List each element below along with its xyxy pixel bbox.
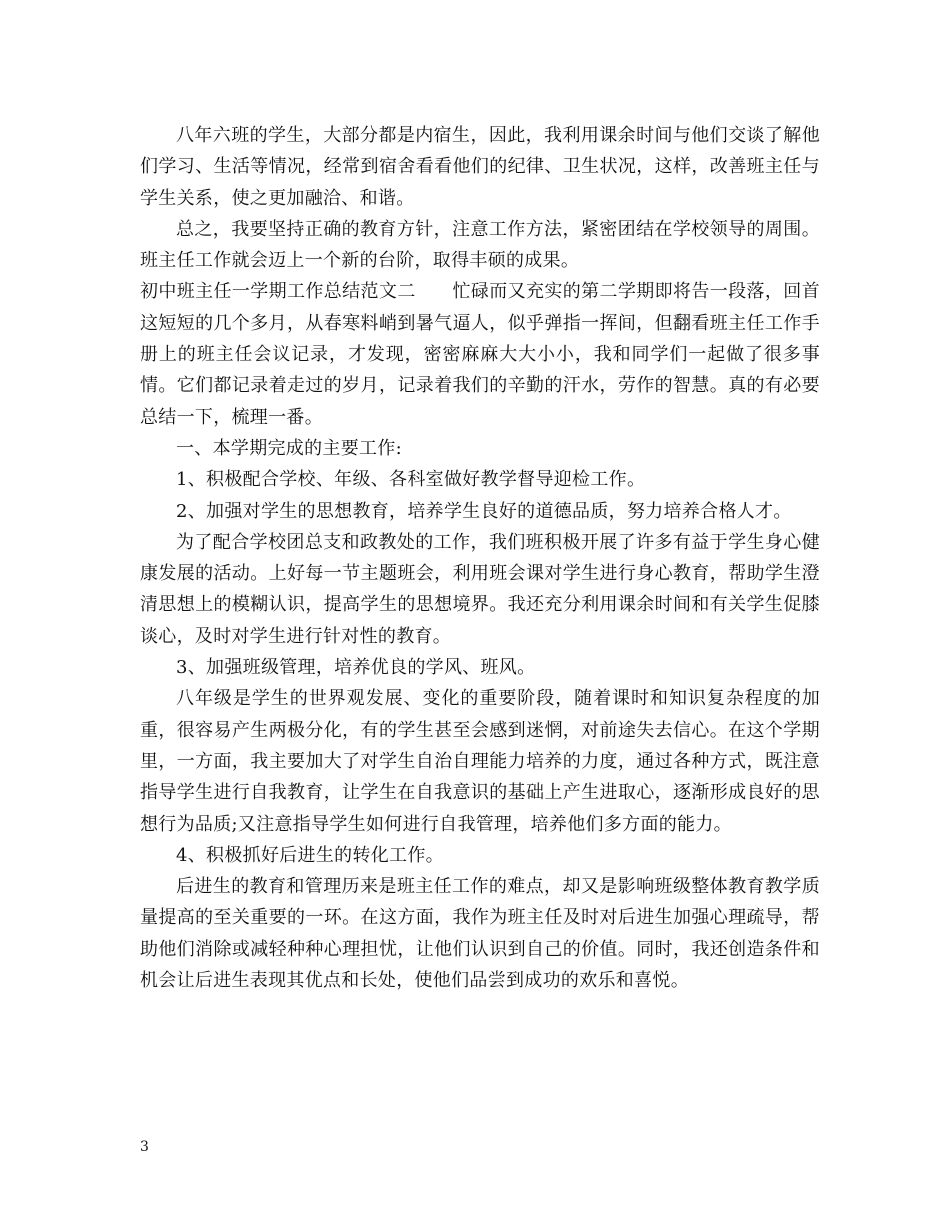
paragraph-9: 八年级是学生的世界观发展、变化的重要阶段，随着课时和知识复杂程度的加重，很容易产生两极分化，有的学生甚至会感到迷惘，对前途失去信心。在这个学期里，一方面，我主要加大了对学生自治自理能力培养的力度，通过各种方式，既注意指导学生进行自我教育，让学生在自我意识的基础上产生进取心，逐渐形成良好的思想行为品质;又注意指导学生如何进行自我管理，培养他们多方面的能力。 xyxy=(140,688,820,835)
paragraph-3-heading-run: 初中班主任一学期工作总结范文二 忙碌而又充实的第二学期即将告一段落，回首这短短的几个多月，从春寒料峭到暑气逼人，似乎弹指一挥间，但翻看班主任工作手册上的班主任会议记录，才发现，密密麻麻大大小小，我和同学们一起做了很多事情。它们都记录着走过的岁月，记录着我们的辛勤的汗水，劳作的智慧。真的有必要总结一下，梳理一番。 xyxy=(140,281,820,428)
paragraph-2: 总之，我要坚持正确的教育方针，注意工作方法，紧密团结在学校领导的周围。班主任工作就会迈上一个新的台阶，取得丰硕的成果。 xyxy=(140,218,820,272)
paragraph-6-item-2: 2、加强对学生的思想教育，培养学生良好的道德品质，努力培养合格人才。 xyxy=(176,500,792,522)
document-body xyxy=(140,120,820,996)
paragraph-8-item-3: 3、加强班级管理，培养优良的学风、班风。 xyxy=(176,657,536,679)
paragraph-10-item-4: 4、积极抓好后进生的转化工作。 xyxy=(176,844,444,866)
paragraph-7: 为了配合学校团总支和政教处的工作，我们班积极开展了许多有益于学生身心健康发展的活动。上好每一节主题班会，利用班会课对学生进行身心教育，帮助学生澄清思想上的模糊认识，提高学生的思想境界。我还充分利用课余时间和有关学生促膝谈心，及时对学生进行针对性的教育。 xyxy=(140,531,820,647)
paragraph-4-section-heading: 一、本学期完成的主要工作: xyxy=(176,437,402,459)
paragraph-5-item-1: 1、积极配合学校、年级、各科室做好教学督导迎检工作。 xyxy=(176,469,646,491)
page-number: 3 xyxy=(140,1139,149,1155)
paragraph-11: 后进生的教育和管理历来是班主任工作的难点，却又是影响班级整体教育教学质量提高的至关重要的一环。在这方面，我作为班主任及时对后进生加强心理疏导，帮助他们消除或减轻种种心理担忧，让他们认识到自己的价值。同时，我还创造条件和机会让后进生表现其优点和长处，使他们品尝到成功的欢乐和喜悦。 xyxy=(140,876,820,992)
paragraph-1: 八年六班的学生，大部分都是内宿生，因此，我利用课余时间与他们交谈了解他们学习、生活等情况，经常到宿舍看看他们的纪律、卫生状况，这样，改善班主任与学生关系，使之更加融洽、和谐。 xyxy=(140,125,820,209)
